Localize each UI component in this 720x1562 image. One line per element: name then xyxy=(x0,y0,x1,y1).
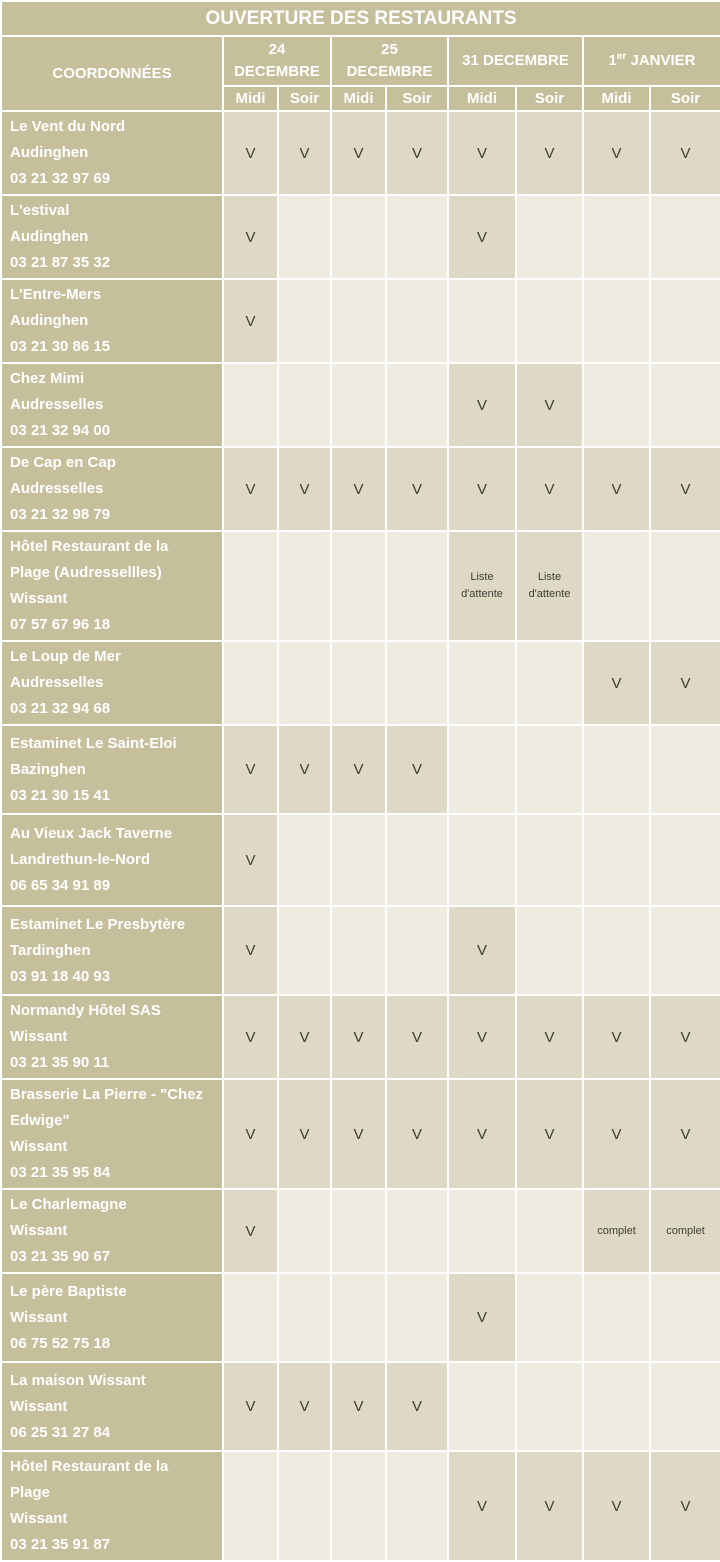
midi-status-cell: V xyxy=(223,725,278,814)
restaurant-contact xyxy=(1,195,223,279)
soir-status-cell xyxy=(386,1273,448,1362)
midi-status-cell xyxy=(583,279,650,363)
soir-status-cell xyxy=(278,1273,331,1362)
midi-status-cell: complet xyxy=(583,1189,650,1273)
restaurant-phone: 06 25 31 27 84 xyxy=(10,1423,111,1441)
day-header-1-jan: 1er JANVIER xyxy=(583,36,720,86)
midi-status-cell xyxy=(583,531,650,641)
midi-status-cell xyxy=(331,531,386,641)
restaurant-contact xyxy=(1,1079,223,1189)
restaurant-info-line: Audinghen xyxy=(10,144,89,161)
midi-status-cell: V xyxy=(331,111,386,195)
restaurant-phone: 03 21 32 94 00 xyxy=(10,422,111,439)
soir-status-cell xyxy=(278,906,331,995)
midi-status-cell: V xyxy=(331,1362,386,1451)
restaurant-contact xyxy=(1,279,223,363)
midi-status-cell: V xyxy=(448,363,516,447)
restaurant-info-line: Au Vieux Jack Taverne xyxy=(10,825,173,842)
soir-status-cell xyxy=(650,531,720,641)
restaurant-phone: 03 21 35 90 67 xyxy=(10,1248,111,1265)
soir-status-cell: V xyxy=(278,447,331,531)
midi-header: Midi xyxy=(448,86,516,111)
restaurant-phone: 07 57 67 96 18 xyxy=(10,616,111,633)
restaurant-contact xyxy=(1,111,223,195)
midi-status-cell xyxy=(331,1189,386,1273)
midi-status-cell xyxy=(583,363,650,447)
restaurant-info-line: Normandy Hôtel SAS xyxy=(10,1002,161,1019)
soir-status-cell: V xyxy=(386,725,448,814)
table-row xyxy=(1,1079,720,1189)
soir-status-cell: V xyxy=(278,725,331,814)
soir-status-cell xyxy=(386,363,448,447)
soir-status-cell xyxy=(278,1451,331,1561)
restaurant-info-line: Audinghen xyxy=(10,228,89,245)
soir-status-cell: V xyxy=(650,447,720,531)
coordinates-header: COORDONNÉES xyxy=(1,36,223,111)
table-row xyxy=(1,1362,720,1451)
soir-status-cell xyxy=(386,814,448,906)
midi-status-cell: V xyxy=(331,1079,386,1189)
midi-status-cell: V xyxy=(448,111,516,195)
midi-status-cell: V xyxy=(583,641,650,725)
day-header-24-dec: 24 DECEMBRE xyxy=(223,36,331,86)
midi-status-cell xyxy=(448,1362,516,1451)
soir-status-cell xyxy=(650,814,720,906)
midi-status-cell xyxy=(331,1451,386,1561)
soir-status-cell: V xyxy=(386,995,448,1079)
soir-status-cell xyxy=(386,195,448,279)
restaurant-phone: 03 91 18 40 93 xyxy=(10,967,111,985)
midi-status-cell xyxy=(331,906,386,995)
midi-status-cell: V xyxy=(448,195,516,279)
restaurant-info-line: Audresselles xyxy=(10,480,104,497)
table-row xyxy=(1,279,720,363)
soir-status-cell xyxy=(278,531,331,641)
midi-status-cell: V xyxy=(448,1079,516,1189)
restaurant-phone: 03 21 30 15 41 xyxy=(10,786,111,804)
restaurant-info-line: Wissant xyxy=(10,1308,68,1326)
midi-status-cell: V xyxy=(583,1079,650,1189)
restaurant-info-line: Le Loup de Mer xyxy=(10,648,121,665)
soir-status-cell xyxy=(278,1189,331,1273)
soir-status-cell xyxy=(650,725,720,814)
soir-header: Soir xyxy=(516,86,583,111)
table-row xyxy=(1,906,720,995)
soir-status-cell xyxy=(516,1189,583,1273)
restaurant-info-line: Brasserie La Pierre - "Chez xyxy=(10,1086,204,1103)
restaurant-info-line: L'Entre-Mers xyxy=(10,286,102,303)
soir-status-cell: V xyxy=(516,363,583,447)
soir-status-cell xyxy=(516,279,583,363)
midi-status-cell xyxy=(331,195,386,279)
soir-status-cell xyxy=(386,906,448,995)
restaurant-phone: 03 21 87 35 32 xyxy=(10,254,111,271)
soir-status-cell: V xyxy=(278,1079,331,1189)
restaurant-contact xyxy=(1,363,223,447)
day-header-31-dec: 31 DECEMBRE xyxy=(448,36,583,86)
soir-status-cell: Liste d'attente xyxy=(516,531,583,641)
table-row xyxy=(1,447,720,531)
restaurant-info-line: Le Vent du Nord xyxy=(10,118,126,135)
midi-status-cell xyxy=(448,814,516,906)
restaurant-info-line: Landrethun-le-Nord xyxy=(10,851,150,868)
soir-status-cell: V xyxy=(386,111,448,195)
table-row xyxy=(1,195,720,279)
soir-status-cell: V xyxy=(650,1079,720,1189)
soir-status-cell xyxy=(278,363,331,447)
soir-status-cell xyxy=(516,725,583,814)
restaurant-info-line: Bazinghen xyxy=(10,760,86,778)
table-row xyxy=(1,641,720,725)
table-row xyxy=(1,814,720,906)
soir-status-cell: V xyxy=(650,1451,720,1561)
soir-status-cell xyxy=(278,195,331,279)
midi-status-cell xyxy=(223,641,278,725)
midi-status-cell: V xyxy=(223,814,278,906)
soir-status-cell: V xyxy=(650,995,720,1079)
restaurant-info-line: Edwige" xyxy=(10,1112,70,1129)
soir-status-cell xyxy=(650,1362,720,1451)
restaurant-contact xyxy=(1,1189,223,1273)
restaurant-contact xyxy=(1,1362,223,1451)
restaurant-contact xyxy=(1,1273,223,1362)
table-row xyxy=(1,111,720,195)
soir-status-cell xyxy=(650,906,720,995)
midi-status-cell xyxy=(448,1189,516,1273)
midi-status-cell xyxy=(331,363,386,447)
restaurant-info-line: Wissant xyxy=(10,1138,68,1155)
midi-status-cell xyxy=(223,363,278,447)
soir-status-cell: V xyxy=(516,995,583,1079)
midi-status-cell: V xyxy=(583,1451,650,1561)
restaurant-info-line: Audinghen xyxy=(10,312,89,329)
restaurant-phone: 03 21 32 94 68 xyxy=(10,700,111,717)
soir-status-cell: V xyxy=(650,641,720,725)
midi-status-cell: V xyxy=(448,1451,516,1561)
restaurant-contact xyxy=(1,531,223,641)
table-row xyxy=(1,1189,720,1273)
restaurant-info-line: Wissant xyxy=(10,1510,68,1527)
midi-status-cell: V xyxy=(583,111,650,195)
soir-status-cell xyxy=(650,279,720,363)
soir-status-cell: V xyxy=(516,111,583,195)
midi-status-cell: V xyxy=(223,447,278,531)
midi-status-cell: V xyxy=(448,995,516,1079)
midi-status-cell: V xyxy=(448,1273,516,1362)
restaurant-info-line: L'estival xyxy=(10,202,70,219)
midi-status-cell: V xyxy=(223,995,278,1079)
soir-status-cell xyxy=(650,363,720,447)
midi-status-cell xyxy=(583,725,650,814)
restaurant-info-line: La maison Wissant xyxy=(10,1371,146,1389)
restaurant-info-line: Estaminet Le Presbytère xyxy=(10,915,186,933)
restaurant-phone: 03 21 32 97 69 xyxy=(10,170,111,187)
midi-status-cell: V xyxy=(223,1189,278,1273)
restaurant-info-line: Audresselles xyxy=(10,674,104,691)
restaurant-info-line: Audresselles xyxy=(10,396,104,413)
soir-status-cell xyxy=(516,641,583,725)
soir-status-cell xyxy=(516,195,583,279)
soir-status-cell xyxy=(278,641,331,725)
soir-status-cell: V xyxy=(278,1362,331,1451)
soir-status-cell: V xyxy=(386,447,448,531)
table-row xyxy=(1,1451,720,1561)
midi-status-cell: V xyxy=(223,279,278,363)
midi-status-cell xyxy=(331,814,386,906)
soir-status-cell xyxy=(386,1451,448,1561)
restaurant-contact xyxy=(1,447,223,531)
restaurant-contact xyxy=(1,995,223,1079)
soir-status-cell xyxy=(386,1189,448,1273)
soir-header: Soir xyxy=(278,86,331,111)
midi-status-cell: V xyxy=(223,1079,278,1189)
soir-status-cell: V xyxy=(386,1079,448,1189)
soir-status-cell xyxy=(650,1273,720,1362)
soir-status-cell xyxy=(516,1362,583,1451)
midi-status-cell xyxy=(583,1362,650,1451)
restaurant-phone: 03 21 35 90 11 xyxy=(10,1054,110,1071)
midi-status-cell: V xyxy=(583,995,650,1079)
midi-status-cell xyxy=(448,641,516,725)
table-row xyxy=(1,363,720,447)
restaurant-info-line: Le père Baptiste xyxy=(10,1282,127,1300)
midi-header: Midi xyxy=(583,86,650,111)
midi-status-cell xyxy=(223,1273,278,1362)
restaurant-info-line: Wissant xyxy=(10,1028,68,1045)
soir-status-cell: complet xyxy=(650,1189,720,1273)
midi-status-cell xyxy=(331,1273,386,1362)
midi-status-cell xyxy=(583,814,650,906)
midi-status-cell xyxy=(583,906,650,995)
soir-status-cell xyxy=(386,641,448,725)
soir-header: Soir xyxy=(386,86,448,111)
restaurant-phone: 06 65 34 91 89 xyxy=(10,877,111,894)
restaurant-phone: 03 21 32 98 79 xyxy=(10,506,111,523)
restaurant-rows xyxy=(1,111,720,1561)
table-row xyxy=(1,995,720,1079)
soir-status-cell: V xyxy=(386,1362,448,1451)
midi-status-cell: V xyxy=(223,195,278,279)
table-row xyxy=(1,531,720,641)
midi-status-cell: V xyxy=(331,447,386,531)
day-header-25-dec: 25 DECEMBRE xyxy=(331,36,448,86)
soir-status-cell: V xyxy=(650,111,720,195)
midi-status-cell xyxy=(583,195,650,279)
restaurant-info-line: Estaminet Le Saint-Eloi xyxy=(10,734,177,752)
soir-status-cell: V xyxy=(516,1451,583,1561)
soir-status-cell: V xyxy=(516,447,583,531)
soir-header: Soir xyxy=(650,86,720,111)
midi-status-cell xyxy=(331,641,386,725)
midi-status-cell: V xyxy=(448,906,516,995)
restaurant-info-line: De Cap en Cap xyxy=(10,454,116,471)
restaurant-contact xyxy=(1,906,223,995)
soir-status-cell xyxy=(278,814,331,906)
midi-status-cell xyxy=(448,725,516,814)
soir-status-cell xyxy=(516,814,583,906)
soir-status-cell: V xyxy=(278,995,331,1079)
midi-status-cell: V xyxy=(583,447,650,531)
table-title: OUVERTURE DES RESTAURANTS xyxy=(1,1,720,36)
soir-status-cell: V xyxy=(278,111,331,195)
soir-status-cell xyxy=(516,1273,583,1362)
midi-status-cell xyxy=(331,279,386,363)
midi-status-cell: V xyxy=(223,111,278,195)
restaurant-phone: 03 21 35 95 84 xyxy=(10,1164,111,1181)
restaurant-info-line: Hôtel Restaurant de la xyxy=(10,1458,169,1475)
restaurant-info-line: Wissant xyxy=(10,590,68,607)
restaurant-contact xyxy=(1,1451,223,1561)
midi-status-cell xyxy=(223,1451,278,1561)
restaurant-info-line: Chez Mimi xyxy=(10,370,85,387)
restaurant-info-line: Plage (Audressellles) xyxy=(10,564,162,581)
table-row xyxy=(1,1273,720,1362)
midi-header: Midi xyxy=(331,86,386,111)
restaurant-contact xyxy=(1,725,223,814)
midi-status-cell: Liste d'attente xyxy=(448,531,516,641)
soir-status-cell xyxy=(278,279,331,363)
midi-status-cell: V xyxy=(331,725,386,814)
soir-status-cell: V xyxy=(516,1079,583,1189)
table-row xyxy=(1,725,720,814)
midi-status-cell: V xyxy=(331,995,386,1079)
restaurant-info-line: Hôtel Restaurant de la xyxy=(10,538,169,555)
midi-status-cell xyxy=(583,1273,650,1362)
restaurant-info-line: Le Charlemagne xyxy=(10,1196,127,1213)
midi-status-cell: V xyxy=(223,1362,278,1451)
restaurant-info-line: Tardinghen xyxy=(10,941,91,959)
soir-status-cell xyxy=(516,906,583,995)
midi-status-cell: V xyxy=(448,447,516,531)
midi-header: Midi xyxy=(223,86,278,111)
restaurant-contact xyxy=(1,814,223,906)
restaurant-info-line: Wissant xyxy=(10,1397,68,1415)
restaurant-phone: 06 75 52 75 18 xyxy=(10,1334,111,1352)
midi-status-cell: V xyxy=(223,906,278,995)
restaurant-info-line: Plage xyxy=(10,1484,51,1501)
soir-status-cell xyxy=(650,195,720,279)
restaurant-phone: 03 21 35 91 87 xyxy=(10,1536,111,1553)
soir-status-cell xyxy=(386,531,448,641)
restaurant-contact xyxy=(1,641,223,725)
soir-status-cell xyxy=(386,279,448,363)
restaurant-info-line: Wissant xyxy=(10,1222,68,1239)
midi-status-cell xyxy=(448,279,516,363)
midi-status-cell xyxy=(223,531,278,641)
restaurant-phone: 03 21 30 86 15 xyxy=(10,338,111,355)
